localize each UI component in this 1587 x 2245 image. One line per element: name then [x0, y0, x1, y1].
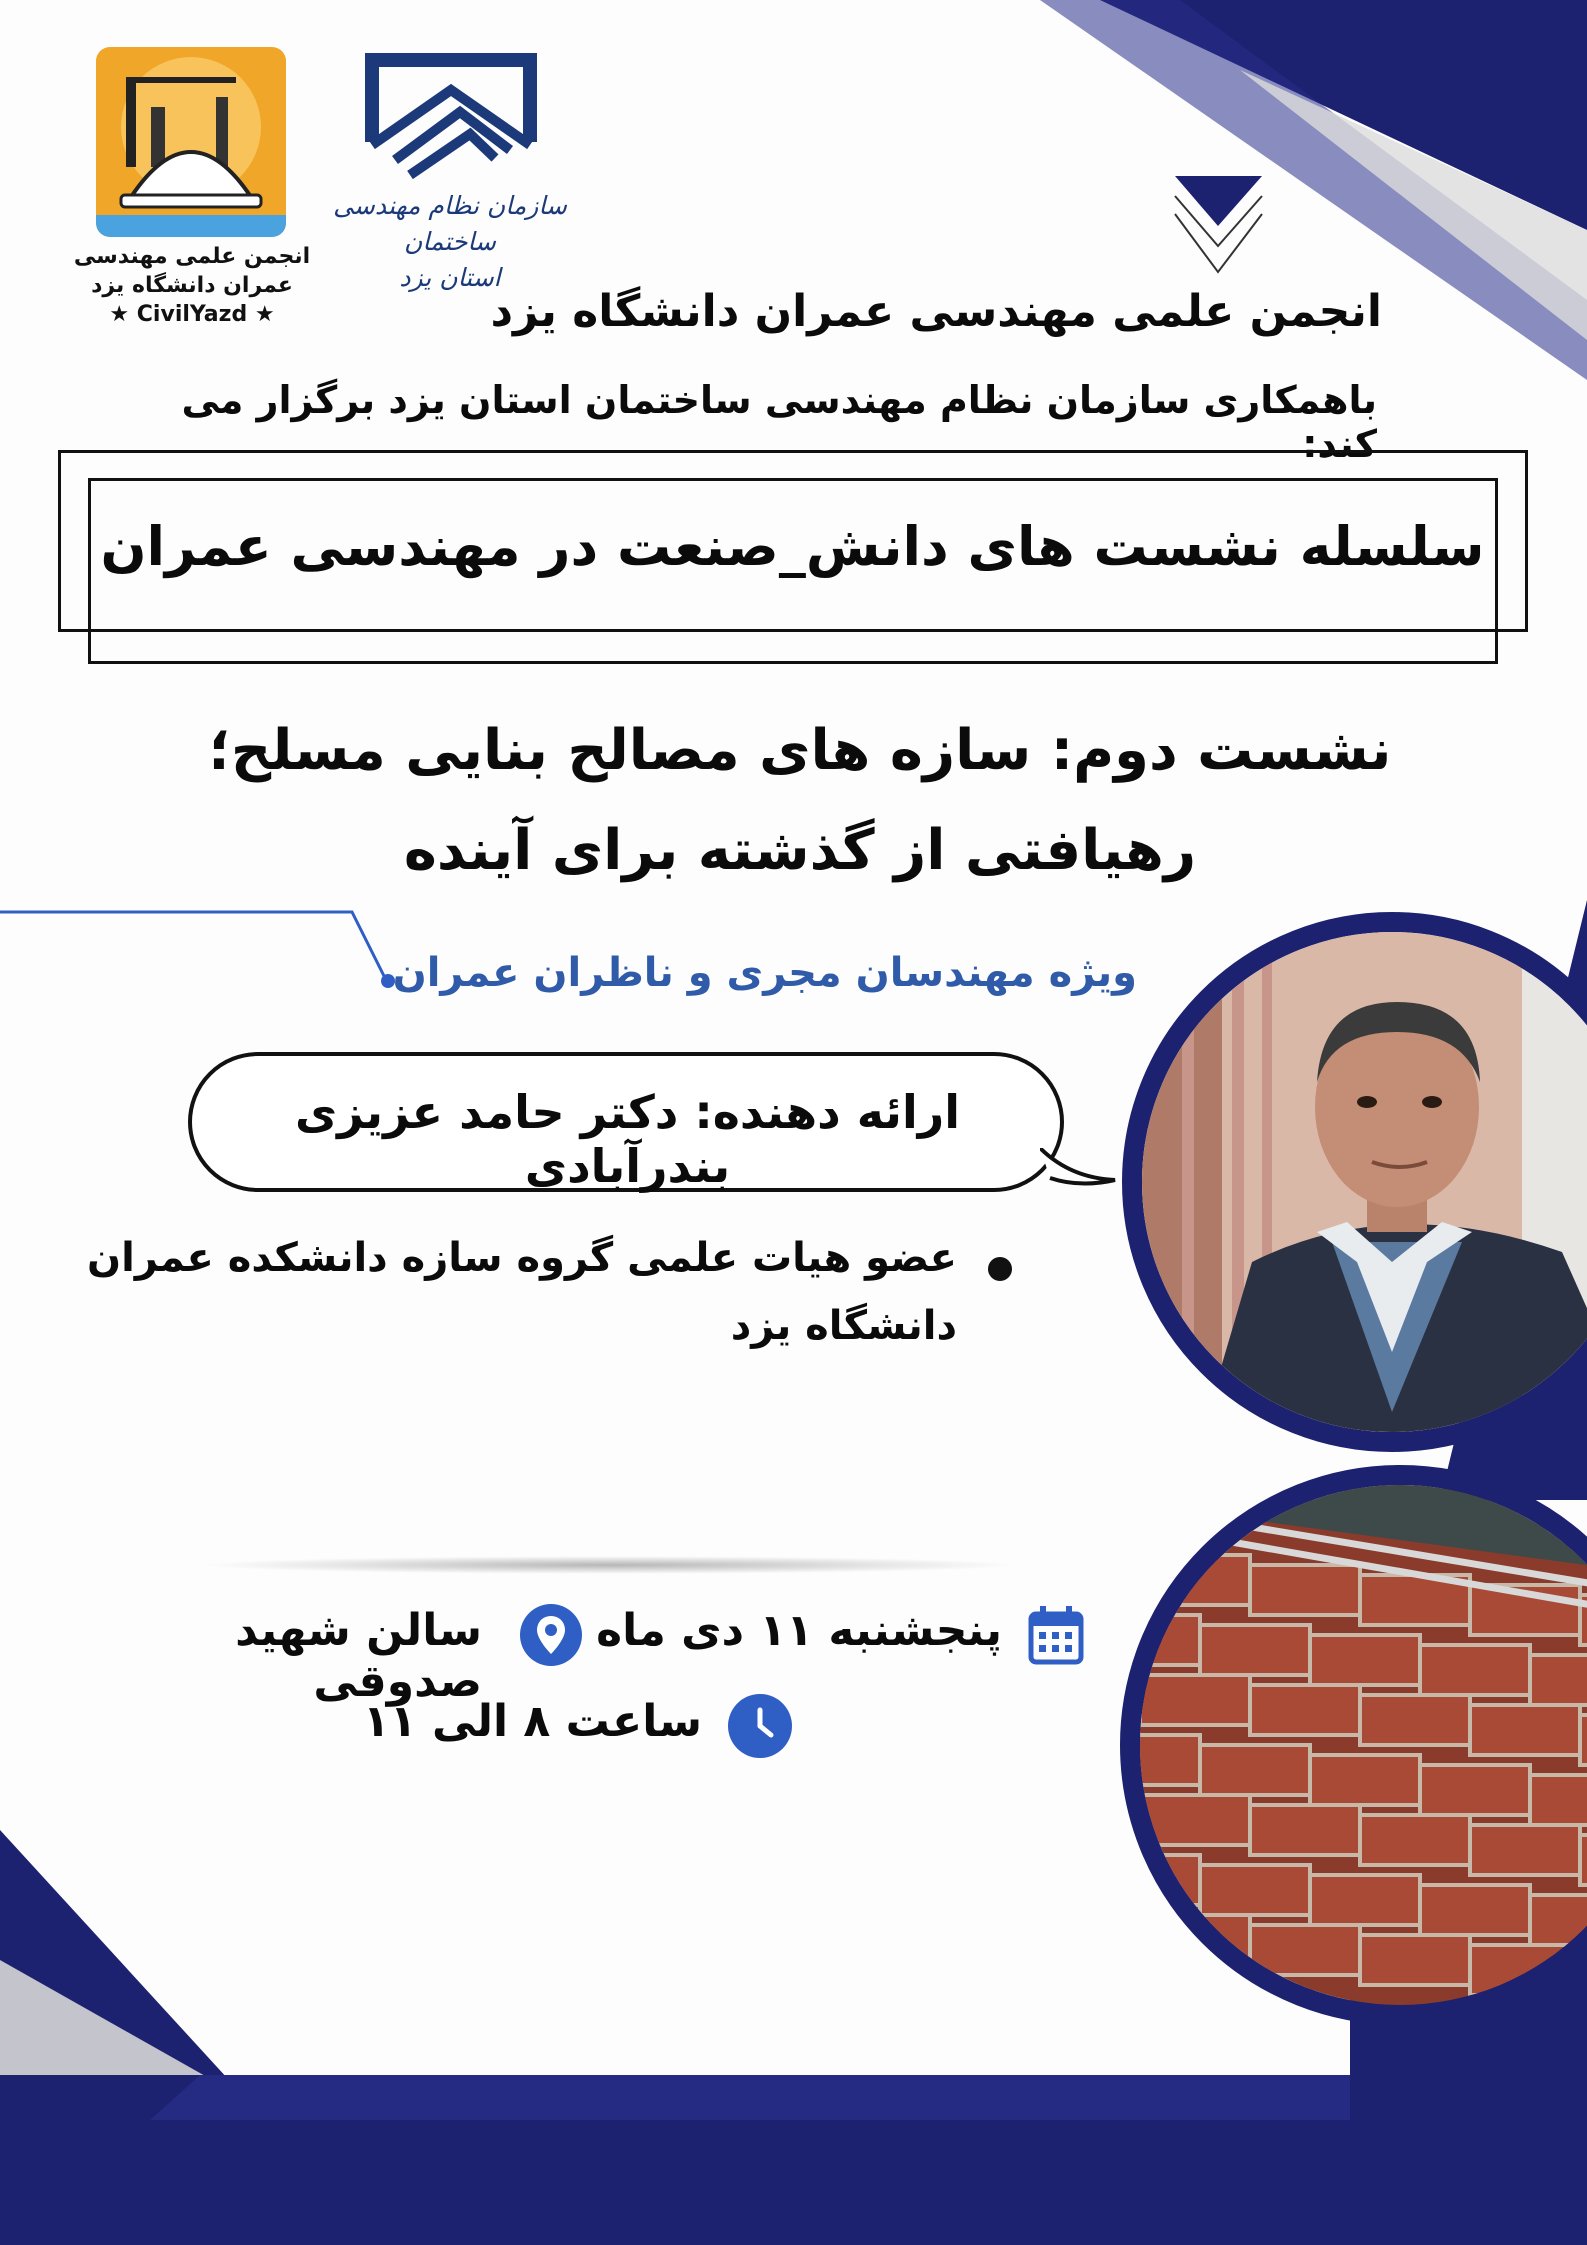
- event-date: پنجشنبه ۱۱ دی ماه: [596, 1605, 1002, 1656]
- civil-logo-caption: [70, 242, 314, 329]
- target-audience: ویژه مهندسان مجری و ناظران عمران: [392, 950, 1137, 996]
- location-pin-icon: [520, 1604, 582, 1666]
- clock-icon: [728, 1694, 792, 1758]
- civil-association-logo: [96, 47, 286, 237]
- civil-caption-line3: ★ CivilYazd ★: [109, 302, 275, 327]
- nezam-caption-line2: استان یزد: [399, 263, 501, 292]
- presenter-name: ارائه دهنده: دکتر حامد عزیزی بندرآبادی: [295, 1085, 960, 1193]
- session-title-line1: نشست دوم: سازه های مصالح بنایی مسلح؛: [208, 718, 1392, 783]
- event-time: ساعت ۸ الی ۱۱: [362, 1696, 702, 1747]
- civil-caption-line2: عمران دانشگاه یزد: [91, 273, 293, 298]
- presenter-bio-line2: دانشگاه یزد: [730, 1303, 957, 1349]
- nezam-logo-caption: [310, 188, 590, 296]
- divider-shadow: [200, 1556, 1020, 1574]
- series-title: سلسله نشست های دانش_صنعت در مهندسی عمران: [100, 515, 1485, 578]
- event-venue: سالن شهید صدوقی: [235, 1605, 482, 1707]
- organizer-line: انجمن علمی مهندسی عمران دانشگاه یزد: [490, 286, 1382, 337]
- session-title-line2: رهیافتی از گذشته برای آینده: [403, 818, 1197, 883]
- collaboration-line: باهمکاری سازمان نظام مهندسی ساختمان استان یزد برگزار می کند:: [181, 378, 1377, 466]
- nezam-caption-line1: سازمان نظام مهندسی ساختمان: [333, 191, 567, 256]
- presenter-bio-line1: عضو هیات علمی گروه سازه دانشکده عمران: [86, 1235, 957, 1281]
- calendar-icon: [1028, 1604, 1084, 1666]
- bullet-dot: [988, 1257, 1012, 1281]
- civil-caption-line1: انجمن علمی مهندسی: [73, 244, 311, 269]
